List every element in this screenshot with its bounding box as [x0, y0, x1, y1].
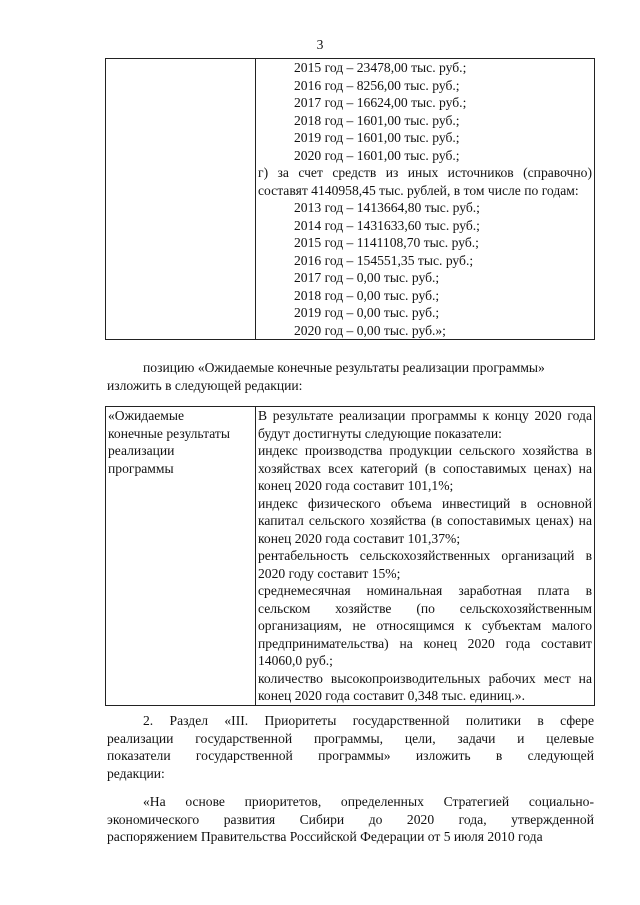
- funding-line: 2019 год – 1601,00 тыс. руб.;: [294, 130, 460, 145]
- result-line: сельском хозяйстве (по сельскохозяйственным: [258, 600, 592, 616]
- result-line: 2020 году составит 15%;: [258, 565, 401, 581]
- result-line: предпринимательства) на конец 2020 года составит: [258, 635, 592, 651]
- funding-line: составят 4140958,45 тыс. рублей, в том числе по годам:: [258, 182, 579, 198]
- paragraph-line: экономического развития Сибири до 2020 года, утвержденной: [107, 811, 594, 827]
- expected-results-label-cell: [106, 407, 256, 706]
- expected-results-content-cell: [256, 407, 595, 706]
- result-line: рентабельность сельскохозяйственных организаций в: [258, 548, 592, 563]
- result-line: индекс физического объема инвестиций в основной: [258, 495, 592, 511]
- paragraph-line: редакции:: [107, 765, 165, 781]
- result-line: конец 2020 года составит 101,37%;: [258, 530, 461, 546]
- paragraph-line: «На основе приоритетов, определенных Стратегией социально-: [143, 794, 594, 809]
- paragraph-line: распоряжением Правительства Российской Федерации от 5 июля 2010 года: [107, 829, 543, 844]
- funding-line: 2016 год – 8256,00 тыс. руб.;: [294, 77, 460, 93]
- result-line: капитал сельского хозяйства (в сопоставимых ценах) на: [258, 513, 592, 528]
- funding-line: 2014 год – 1431633,60 тыс. руб.;: [294, 217, 480, 233]
- result-line: количество высокопроизводительных рабочих мест на: [258, 670, 592, 686]
- result-line: среднемесячная номинальная заработная плата в: [258, 583, 592, 598]
- funding-line: 2020 год – 1601,00 тыс. руб.;: [294, 147, 460, 163]
- funding-line: 2017 год – 0,00 тыс. руб.;: [294, 270, 440, 285]
- funding-table-right-cell: [256, 59, 595, 340]
- funding-line: 2019 год – 0,00 тыс. руб.;: [294, 305, 440, 320]
- funding-line: 2017 год – 16624,00 тыс. руб.;: [294, 95, 467, 110]
- funding-line: 2018 год – 1601,00 тыс. руб.;: [294, 112, 460, 128]
- paragraph-line: позицию «Ожидаемые конечные результаты реализации программы»: [143, 360, 545, 375]
- result-line: организациям, не относящимся к субъектам малого: [258, 618, 592, 633]
- result-line: В результате реализации программы к концу 2020 года: [258, 408, 592, 423]
- funding-line: 2015 год – 23478,00 тыс. руб.;: [294, 60, 467, 75]
- paragraph-line: показатели государственной программы» изложить в следующей: [107, 748, 594, 763]
- funding-table-left-cell: [106, 59, 256, 340]
- funding-line: 2020 год – 0,00 тыс. руб.»;: [294, 322, 446, 338]
- label-line: «Ожидаемые: [108, 408, 185, 423]
- page-number: 3: [316, 37, 324, 52]
- result-line: конец 2020 года составит 101,1%;: [258, 478, 454, 493]
- funding-line: г) за счет средств из иных источников (справочно): [258, 165, 592, 180]
- paragraph-line: реализации государственной программы, цели, задачи и целевые: [107, 730, 594, 746]
- funding-line: 2018 год – 0,00 тыс. руб.;: [294, 287, 440, 303]
- result-line: конец 2020 года составит 0,348 тыс. единиц.».: [258, 688, 525, 703]
- expected-results-table: [105, 406, 595, 706]
- label-line: реализации: [108, 443, 175, 458]
- paragraph-line: изложить в следующей редакции:: [107, 377, 303, 393]
- paragraph-section-2: [107, 712, 594, 782]
- funding-line: 2016 год – 154551,35 тыс. руб.;: [294, 252, 474, 268]
- paragraph-strategy: [107, 793, 594, 846]
- paragraph-line: 2. Раздел «III. Приоритеты государственной политики в сфере: [143, 713, 594, 728]
- paragraph-position: [107, 359, 594, 394]
- result-line: индекс производства продукции сельского хозяйства в: [258, 443, 592, 458]
- funding-line: 2013 год – 1413664,80 тыс. руб.;: [294, 200, 480, 215]
- funding-line: 2015 год – 1141108,70 тыс. руб.;: [294, 235, 479, 250]
- funding-table: [105, 58, 595, 340]
- result-line: 14060,0 руб.;: [258, 653, 333, 668]
- result-line: хозяйствах всех категорий (в сопоставимых ценах) на: [258, 460, 592, 476]
- label-line: программы: [108, 460, 174, 476]
- label-line: конечные результаты: [108, 425, 230, 441]
- result-line: будут достигнуты следующие показатели:: [258, 425, 502, 441]
